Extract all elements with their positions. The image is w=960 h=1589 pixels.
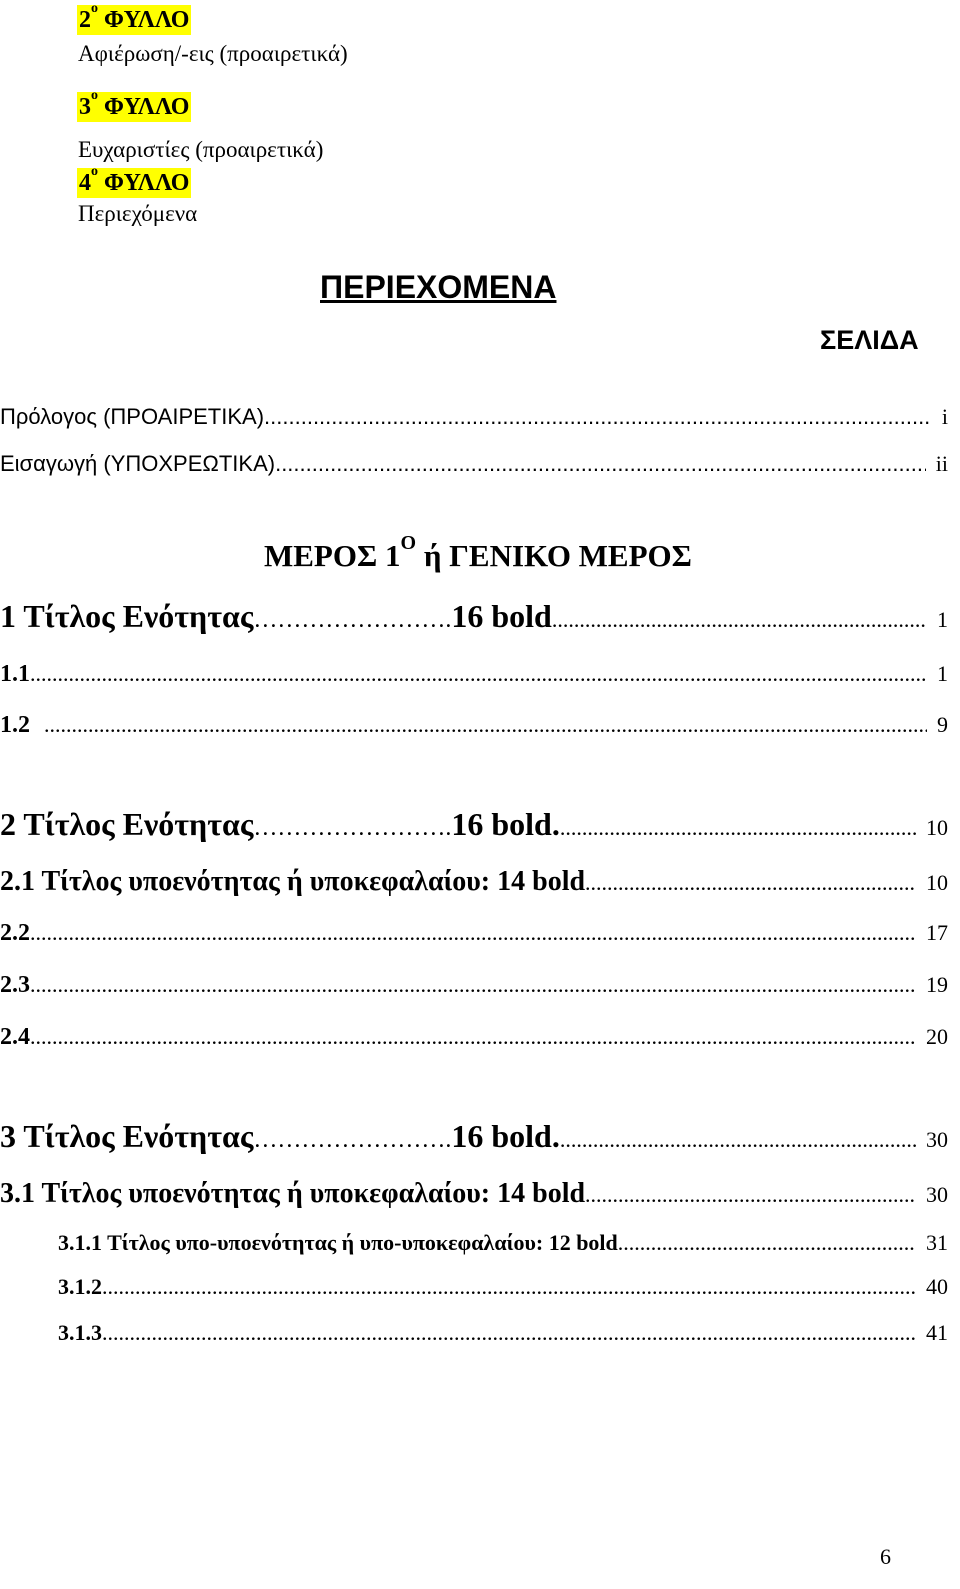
dot-leader [585, 870, 916, 896]
toc-row-3-1 [0, 1178, 948, 1210]
toc-row-2-4 [0, 1024, 948, 1051]
toc-row-2-1 [0, 866, 948, 898]
dot-leader [102, 1320, 916, 1346]
toc-row-section-3 [0, 1118, 948, 1155]
toc-label: 3.1.2 [58, 1274, 102, 1299]
toc-row-section-2 [0, 806, 948, 843]
toc-label: 1.2 [0, 712, 30, 738]
toc-row-2-2 [0, 920, 948, 947]
toc-dots-text: ……………………. [253, 607, 452, 633]
toc-dots-text: ……………………. [253, 1127, 452, 1153]
toc-row-1-2 [0, 712, 948, 739]
toc-label: 2.2 [0, 920, 30, 946]
toc-row-2-3 [0, 972, 948, 999]
dot-leader [30, 972, 916, 998]
toc-label: 1 Τίτλος Ενότητας [0, 598, 254, 634]
toc-label: 2.3 [0, 972, 30, 998]
toc-label: 3 Τίτλος Ενότητας [0, 1118, 254, 1154]
toc-row-section-1 [0, 598, 948, 635]
toc-label: Εισαγωγή (ΥΠΟΧΡΕΩΤΙΚΑ) [0, 451, 276, 476]
toc-page: 30 [926, 1127, 948, 1152]
toc-note: 16 bold [451, 598, 552, 634]
toc-note: 16 bold. [451, 806, 560, 842]
dot-leader [560, 815, 916, 841]
contents-title: ΠΕΡΙΕΧΟΜΕΝΑ [320, 269, 557, 305]
dot-leader [585, 1182, 916, 1208]
toc-label: Πρόλογος (ΠΡΟΑΙΡΕΤΙΚΑ) [0, 404, 265, 429]
part-heading: ΜΕΡΟΣ $1^O$ ή ΓΕΝΙΚΟ ΜΕΡΟΣ [264, 532, 692, 573]
toc-note: 16 bold. [451, 1118, 560, 1154]
toc-page: 17 [926, 920, 948, 945]
dot-leader [30, 661, 927, 687]
sheet-2-description: Αφιέρωση/-εις (προαιρετικά) [78, 41, 348, 66]
toc-row-introduction [0, 451, 948, 477]
toc-page: 19 [926, 972, 948, 997]
dot-leader [560, 1127, 916, 1153]
toc-page: 1 [937, 607, 948, 632]
sheet-4-label: $4^o$ ΦΥΛΛΟ [79, 164, 190, 196]
toc-row-prologue [0, 404, 948, 430]
toc-page: 10 [926, 815, 948, 840]
dot-leader [275, 451, 926, 477]
dot-leader [102, 1274, 916, 1300]
sheet-2-label: $2^o$ ΦΥΛΛΟ [79, 1, 190, 33]
toc-page: ii [935, 451, 948, 476]
sheet-4-description: Περιεχόμενα [78, 201, 198, 226]
dot-leader [30, 1024, 916, 1050]
toc-row-3-1-2 [58, 1274, 948, 1300]
toc-label: 2.1 Τίτλος υποενότητας ή υποκεφαλαίου: 14 bold [0, 866, 586, 897]
toc-label: 2 Τίτλος Ενότητας [0, 806, 254, 842]
sheet-3-description: Ευχαριστίες (προαιρετικά) [78, 137, 324, 162]
toc-label: 1.1 [0, 661, 30, 687]
toc-label: 3.1.3 [58, 1320, 102, 1345]
toc-label: 3.1 Τίτλος υποενότητας ή υποκεφαλαίου: 14 bold [0, 1178, 586, 1209]
toc-page: 20 [926, 1024, 948, 1049]
dot-leader [30, 712, 927, 738]
dot-leader [30, 920, 916, 946]
toc-label: 2.4 [0, 1024, 30, 1050]
toc-label: 3.1.1 Τίτλος υπο-υποενότητας ή υπο-υποκεφαλαίου: 12 bold [58, 1230, 618, 1255]
toc-page: 31 [926, 1230, 948, 1255]
dot-leader [618, 1230, 916, 1256]
toc-row-1-1 [0, 661, 948, 688]
toc-page: 40 [926, 1274, 948, 1299]
toc-row-3-1-3 [58, 1320, 948, 1346]
toc-page: i [941, 404, 948, 429]
page-column-label: ΣΕΛΙΔΑ [820, 325, 919, 355]
toc-page: 41 [926, 1320, 948, 1345]
sheet-3-label: $3^o$ ΦΥΛΛΟ [79, 88, 190, 120]
dot-leader [552, 607, 927, 633]
toc-page: 9 [937, 712, 948, 737]
page-number: 6 [880, 1544, 891, 1569]
toc-page: 30 [926, 1182, 948, 1207]
toc-row-3-1-1 [58, 1230, 948, 1256]
toc-dots-text: ……………………. [253, 815, 452, 841]
toc-page: 1 [937, 661, 948, 686]
toc-page: 10 [926, 870, 948, 895]
dot-leader [264, 404, 932, 430]
